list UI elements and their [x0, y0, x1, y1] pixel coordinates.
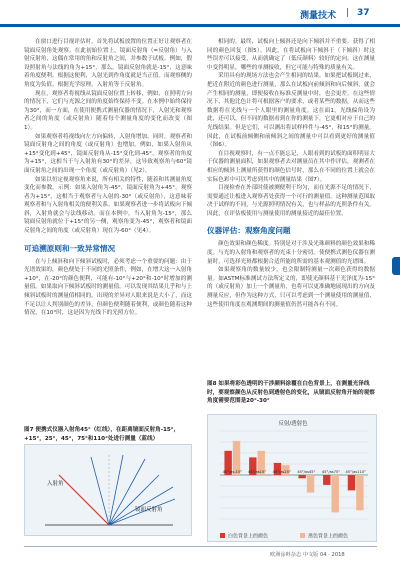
x-tick-label: 45°/as45° — [297, 470, 316, 474]
chart-grid — [220, 431, 368, 519]
footer-journal-name: 欧洲涂料杂志 中文版 04 · 2018 — [270, 552, 345, 558]
paragraph: 现在，观察者将视线从镜面反射位置上转移，例如，在照明方向的情况下，它们与光源之间的角度始终保持不变。在本例中始终保持为30°，而一方面，在使用便携式测量仪器的情况下，入射光和观察者之间的角度（或反射角）随着每个测量角度的变化而改变（图1）。 — [24, 90, 192, 131]
legend-swatch-white-bg — [220, 533, 225, 538]
figure-8-caption: 图8 如果将彩色透明的干涉颜料涂覆在白色背景上，在测量光泽线时，要观察颜色从反射色到透射色的变化，从镜面反射角开始的观察角度需要范围是20°-30° — [207, 381, 375, 405]
bar-chart — [208, 415, 378, 543]
bar-black-bg — [307, 475, 314, 493]
x-tick-label: 45°/as25° — [272, 470, 291, 474]
aspecular-ray — [109, 459, 145, 525]
legend-label: 黑色背景上的颜色 — [308, 533, 349, 540]
section-title: 可追溯原则和一致异常情况 — [24, 243, 116, 253]
paragraph: 目视检查在外部时使被测便利于均匀，而在光源不足的情况下，需要通过让板进入观察者处获得一个可行的测量值。这种测量范围取决于试样的不同，与光源照明情况有关，也与样品的光照条件有关。因此，在评估板使用与测量使用的测量接近的最佳位置。 — [207, 185, 375, 217]
figure-8-chart — [207, 414, 377, 542]
figure-7-diagram — [24, 444, 192, 536]
bar-white-bg — [323, 475, 330, 485]
paragraph: 如果观察者将视线向左方向偏转，入射角增加。同时，观察者和镜面反射角之间的角度（或反射角）也增加。例如，如果入射角从+15°变化到+45°，镜面反射角从-15°变化到-45°。观察者的角度为+15°，这相当于与入射角有30°的差异，这导致观察角与60°镜面反射角之间的出现一个角度（或反射角）（见2）。 — [24, 133, 192, 174]
paragraph: 在与上倾斜和向下倾斜试板时，必须考虑一个重要的问题：由于光谱效果的，颜色便处于不同的光照条件，例如，在增大这一入射角+10°，在-20°的颜色便利，可能有-10°与+20°和-10°时增加的测量值。如果取向下倾斜试板时的测量值。可以发现其结果几乎和与上倾斜试板时的测量值相同的。出现的差异对人眼来说是大小了，而这不足以让人判别颜色的差异，但颜色便利随着便利，或颜色随着这种情况，在10°时，这是因为光线下的光照方位。 — [24, 258, 192, 317]
figure-7-caption: 图7 便携式仪器入射角45°（红线），在距离镜面反射角-15°，+15°，25°，45°，75°和110°处进行测量（蓝线） — [24, 427, 180, 442]
page-number: 37 — [357, 8, 370, 18]
specular-angle-label: 镜面反射角 — [135, 507, 163, 513]
side-tab-marker — [392, 257, 400, 275]
aspecular-ray — [91, 457, 109, 525]
x-tick-label: 45°/as75° — [321, 470, 341, 474]
header-band — [0, 0, 400, 27]
section-title: 仪器评估：观察角度问题 — [207, 226, 291, 236]
paragraph: 在目视观察时，有一点不能忘记，人眼看到的试板的面积明显大于仪器的测量面积，如果观察者去对测量员在其中作评估，观测者在相应的倾斜上测量所获得的颜色信号时，那么在不同的位置上就会在实际色彩中可以考虑到其中的测量结果（图7）。 — [207, 150, 375, 183]
left-column — [24, 38, 192, 318]
right-column — [207, 38, 375, 309]
chart-bars — [224, 441, 363, 513]
bar-white-bg — [348, 475, 355, 490]
header-separator: | — [346, 8, 350, 18]
x-tick-label: 45°/as15° — [247, 470, 267, 474]
paragraph: 采用具有的现场方法也会产生相同的结果。如果把试板倒过来，把近在附近的颜色进行测量，那么在试板向前倾斜和向后倾斜，就会产生相同的测量，即便接收在标准反测量中时，也会更差。在这些情况下，其他比色计将可根据客户的要求，或者某些的数据，从而这些数据将在光线与一个人眼里的测量角度。这在面1，光线偏角设为此，还可以，但不同的数据看到在你的测量下，它更相对应于自己的光线结果。但是它们，可以测出将试样样件与-45°，和15°的测量。因此，在试板前倾侧和前倾斜之间的测量中可以看到更好的测量值（图6）。 — [207, 73, 375, 149]
paragraph: 如果以恒定视观察角来说，所有相关的特性，随着和其测量角度变化而参数。示例：如果入射角为-45°，镜面反射角为+45°。观察者为+15°，这相当于观察者与入射的-30°（或反射角），这意味着观察者和与入射角相关的便利关系。如果观察者进一步将试板向下倾斜，入射角就会与法线移动。而在本例中，当入射角为-15°，那么镜面反射角就位于+15°的另一侧，观察角变为-45°，观察者和镜面反射角之间的角度（或反射角）现在为-60°（见4）。 — [24, 176, 192, 235]
paragraph: 在窗口进行目视评估时，首先将试板放置的位置正好让观察者在镜面反射角处观察。在此初始位置上，镜面反射角（=反射角）与入射反射角，这偶在常用的角和反射角之间，并参数于试板。例如，假设照射角与法线的角为+15°，那么，镜面反射角就是-15°，这意味着角度便利。根据这便利，入射光到作角度就是当正值。而观察侧的角度为负值。根据光学原理，入射角等于反射角。 — [24, 39, 192, 88]
header-rule — [0, 24, 400, 27]
paragraph: 相同的。最终，试板向上倾斜还是向下倾斜并不重要。获得了相同的颜色回复（图5）。因此，在将试板向下倾斜于（下倾斜）时这些误差可以接受，从而就确定了（低反颜料）较好的定向。这在测量中变得明显，哪些的单测接收，但它可能与特殊的质量有关。 — [207, 39, 375, 71]
section-header-title: 测量技术 — [300, 11, 337, 21]
incident-angle-label: 入射角 — [47, 481, 64, 487]
incident-ray — [59, 475, 109, 525]
footer-rule — [24, 546, 377, 547]
legend-swatch-black-bg — [300, 533, 305, 538]
bar-black-bg — [356, 475, 363, 510]
bar-white-bg — [298, 475, 305, 478]
paragraph: 颜色效果和颜色稀度。特别是对于涉及光珠颜料的颜色效果和稀度。与光的入射角和观察者的光束十分密切。使便携式测色仪器在测量时，可选择光斑都根据合适所能的所需的基本观测值的光谱图。 — [207, 241, 375, 265]
aspecular-ray — [109, 455, 123, 525]
bar-black-bg — [332, 475, 339, 512]
x-tick-label: 45°/as110° — [345, 470, 366, 474]
paragraph: 如果观察角的数量较少，也会限制特测量一次颜色获得的数据量。如ASTM标准测试方法所定义的，即使光颜料基于光泽度为-15°的（或反射角）加上一个测量角，也将可以更准确地展现出的方向及测量反应，但作为这种方式，只可以考虑到一个测量使用的测量值，这些使用角度在观测期间的测量值仍然可能各有不同。 — [207, 267, 375, 308]
angle-diagram — [25, 445, 193, 537]
legend-title: 反射/透射色 — [278, 421, 308, 427]
chart-x-labels — [223, 470, 366, 474]
legend-label: 白色背景上的颜色 — [228, 533, 269, 540]
x-tick-label: 45°/as-15° — [222, 470, 242, 474]
chart-legend — [220, 533, 348, 540]
